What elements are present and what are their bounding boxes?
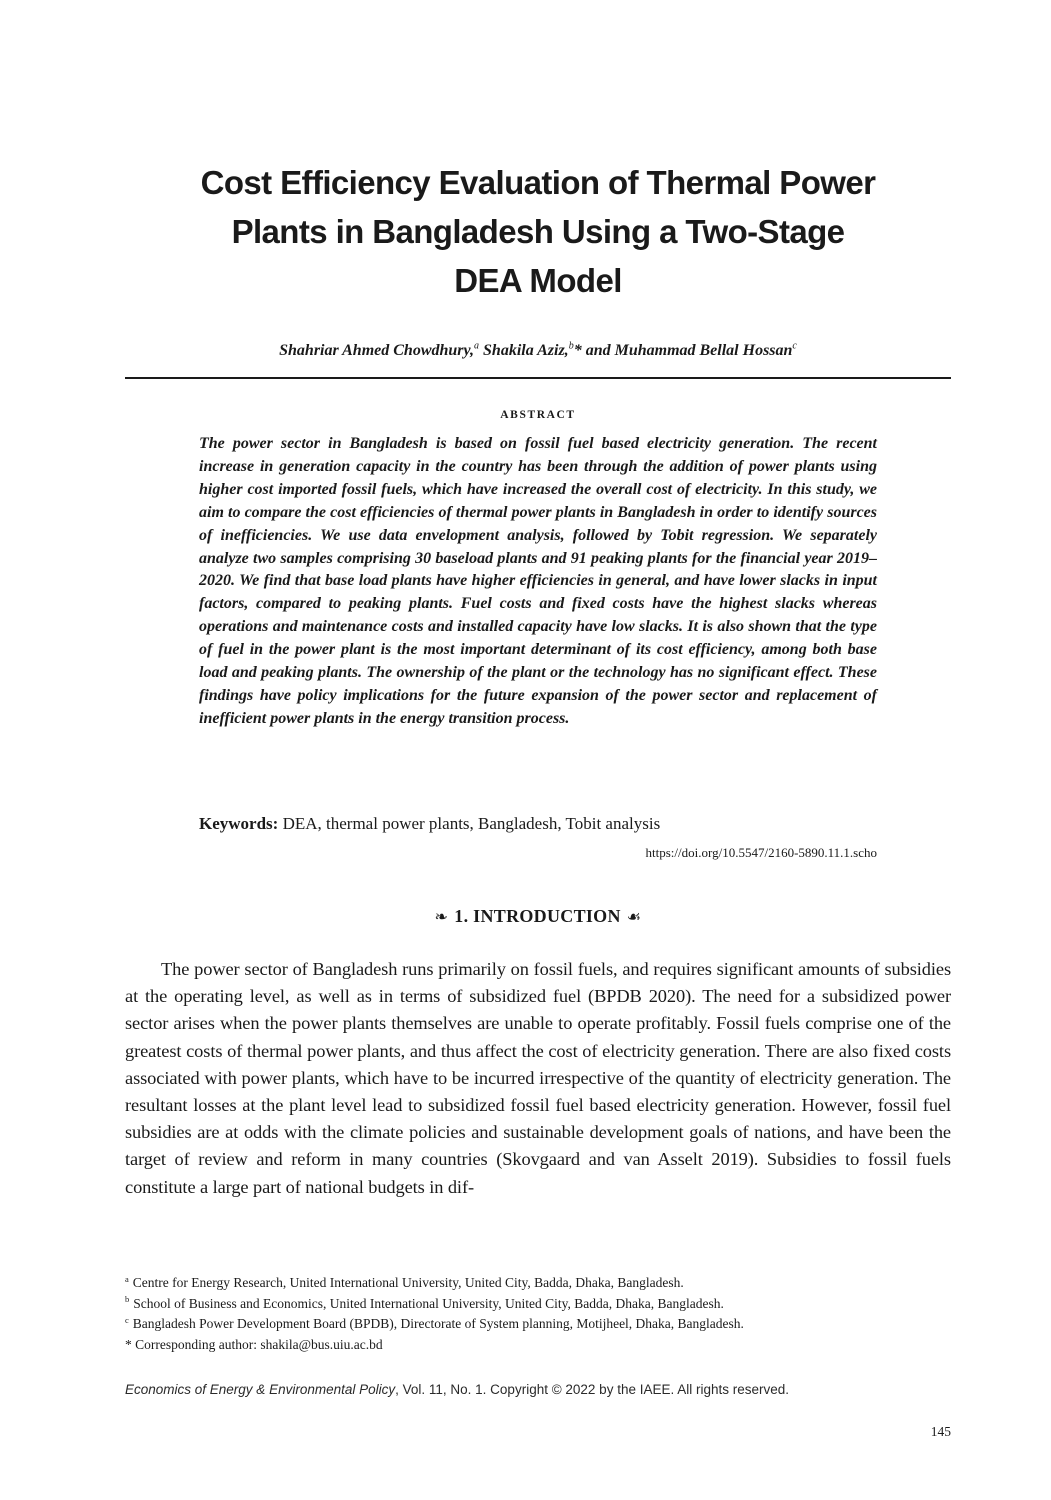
title-line-3: DEA Model xyxy=(454,262,622,299)
abstract-heading: ABSTRACT xyxy=(500,409,576,421)
doi-link[interactable]: https://doi.org/10.5547/2160-5890.11.1.scho xyxy=(645,845,877,860)
corresponding-mark: * xyxy=(573,342,582,359)
title-divider xyxy=(125,377,951,379)
footnote-a-mark: a xyxy=(125,1273,129,1284)
footnote-b-mark: b xyxy=(125,1294,130,1304)
author-2-affiliation: b xyxy=(568,340,574,352)
page-number: 145 xyxy=(930,1424,951,1439)
fleuron-right-icon: ☙ xyxy=(626,909,642,926)
author-2: Shakila Aziz, xyxy=(479,342,569,359)
footnote-corresponding-text: Corresponding author: shakila@bus.uiu.ac.bd xyxy=(135,1336,383,1352)
intro-paragraph: The power sector of Bangladesh runs primarily on fossil fuels, and requires significant amounts of subsidies at the operating level, as well as in terms of subsidized fuel (BPDB 2020). The need for a subsidized power sector arises when the power plants themselves are unable to operate profitably. Fossil fuels comprise one of the greatest costs of thermal power plants, and thus affect the cost of electricity generation. There are also fixed costs associated with power plants, which have to be incurred irrespective of the quantity of electricity generation. The resultant losses at the plant level lead to subsidized fossil fuel based electricity generation. However, fossil fuel subsidies are at odds with the climate policies and sustainable development goals of nations, and have been the target of review and reform in many countries (Skovgaard and van Asselt 2019). Subsidies to fossil fuels constitute a large part of national budgets in dif- xyxy=(125,959,951,1197)
journal-footer xyxy=(125,1382,951,1397)
footnote-c xyxy=(125,1314,951,1335)
author-3-affiliation: c xyxy=(792,340,797,352)
author-list xyxy=(125,342,951,360)
author-3: Muhammad Bellal Hossan xyxy=(614,342,793,359)
footnotes xyxy=(125,1273,951,1355)
abstract-text: The power sector in Bangladesh is based on fossil fuel based electricity generation. The recent increase in generation capacity in the country has been through the addition of power plants using higher cost imported fossil fuels, which have increased the overall cost of electricity. In this study, we aim to compare the cost efficiencies of thermal power plants in Bangladesh in order to identify sources of inefficiencies. We use data envelopment analysis, followed by Tobit regression. We separately analyze two samples comprising 30 baseload plants and 91 peaking plants for the financial year 2019–2020. We find that base load plants have higher efficiencies in general, and have lower slacks in input factors, compared to peaking plants. Fuel costs and fixed costs have the highest slacks whereas operations and maintenance costs and installed capacity have low slacks. It is also shown that the type of fuel in the power plant is the most important determinant of its cost efficiency, among both base load and peaking plants. The ownership of the plant or the technology has no significant effect. These findings have policy implications for the future expansion of the power sector and replacement of inefficient power plants in the energy transition process. xyxy=(199,435,877,727)
fleuron-left-icon: ❧ xyxy=(434,909,449,926)
author-connector: and xyxy=(581,342,615,359)
footnote-c-text: Bangladesh Power Development Board (BPDB), Directorate of System planning, Motijheel, Dhaka, Bangladesh. xyxy=(132,1316,744,1331)
footnote-c-mark: c xyxy=(125,1314,129,1325)
keywords xyxy=(199,812,899,836)
footnote-b-text: School of Business and Economics, United International University, United City, Badda, Dhaka, Bangladesh. xyxy=(133,1295,724,1311)
footnote-b xyxy=(125,1294,951,1315)
footnote-corresponding xyxy=(125,1335,951,1356)
paper-title xyxy=(125,158,951,305)
title-line-1: Cost Efficiency Evaluation of Thermal Power xyxy=(200,164,876,201)
author-1-affiliation: a xyxy=(474,340,480,352)
section-heading xyxy=(125,906,951,927)
journal-details: , Vol. 11, No. 1. Copyright © 2022 by the IAEE. All rights reserved. xyxy=(395,1382,790,1397)
journal-name: Economics of Energy & Environmental Policy xyxy=(125,1382,396,1397)
section-title: 1. INTRODUCTION xyxy=(454,906,621,926)
title-line-2: Plants in Bangladesh Using a Two-Stage xyxy=(231,213,845,250)
footnote-star-mark: * xyxy=(125,1336,132,1352)
footnote-a-text: Centre for Energy Research, United International University, United City, Badda, Dhaka, Bangladesh. xyxy=(132,1275,684,1290)
author-1: Shahriar Ahmed Chowdhury, xyxy=(279,342,475,359)
footnote-a xyxy=(125,1273,951,1294)
keywords-label: Keywords: xyxy=(199,814,279,833)
keywords-value: DEA, thermal power plants, Bangladesh, Tobit analysis xyxy=(278,814,661,833)
